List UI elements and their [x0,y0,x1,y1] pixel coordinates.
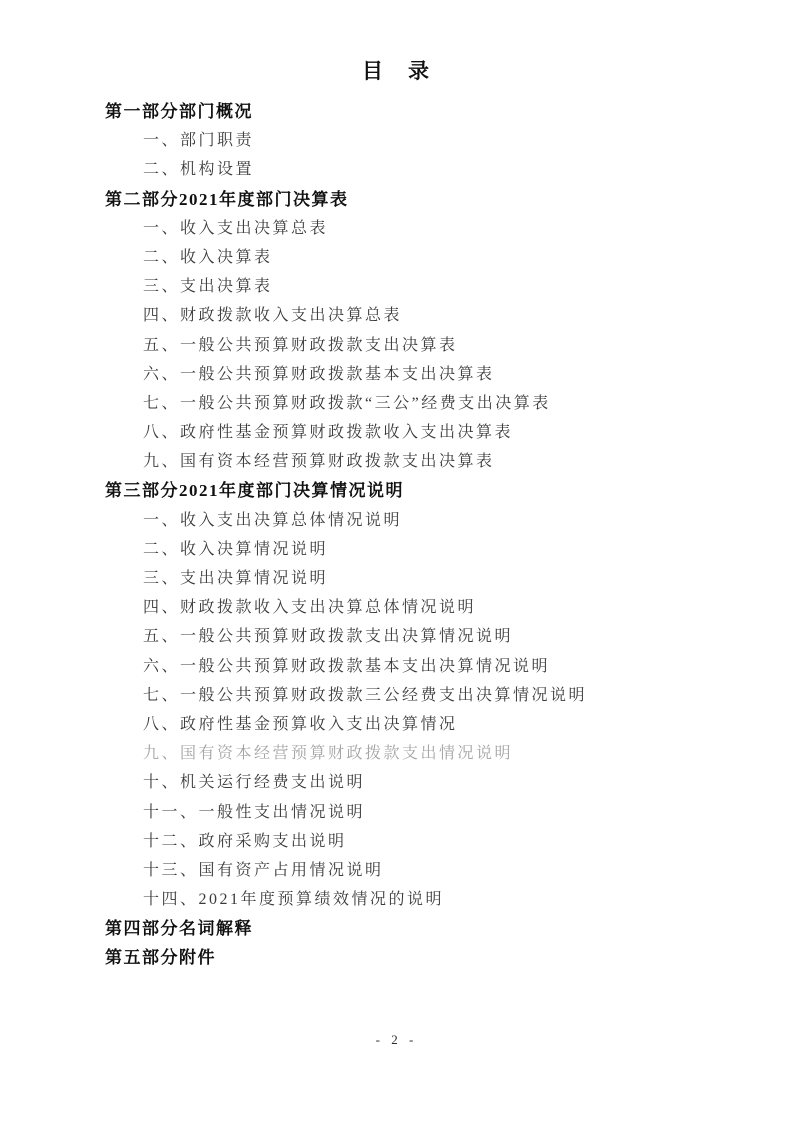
toc-item: 六、一般公共预算财政拨款基本支出决算情况说明 [143,657,551,675]
toc-item: 七、一般公共预算财政拨款三公经费支出决算情况说明 [143,686,588,704]
toc-item: 二、机构设置 [143,161,255,179]
page-number: - 2 - [375,1032,418,1047]
toc-item: 十四、2021年度预算绩效情况的说明 [143,891,445,909]
toc-item: 十一、一般性支出情况说明 [143,803,366,821]
toc-item: 十二、政府采购支出说明 [143,832,347,850]
toc-item: 九、国有资本经营预算财政拨款支出决算表 [143,453,495,471]
toc-part-heading: 第五部分附件 [105,948,216,968]
toc-item: 十三、国有资产占用情况说明 [143,861,384,879]
toc-item: 一、收入支出决算总表 [143,219,329,237]
document-title: 目 录 [362,59,431,83]
toc-part-heading: 第三部分2021年度部门决算情况说明 [105,481,404,501]
toc-item: 十、机关运行经费支出说明 [143,774,366,792]
toc-item: 五、一般公共预算财政拨款支出决算情况说明 [143,628,514,646]
toc-list [105,97,753,973]
toc-part-heading: 第四部分名词解释 [105,919,253,939]
toc-item: 三、支出决算表 [143,278,273,296]
toc-item: 二、收入决算情况说明 [143,540,329,558]
toc-item: 八、政府性基金预算收入支出决算情况 [143,715,458,733]
toc-item: 七、一般公共预算财政拨款“三公”经费支出决算表 [143,394,551,412]
toc-item: 三、支出决算情况说明 [143,570,329,587]
toc-item: 九、国有资本经营预算财政拨款支出情况说明 [143,745,514,763]
toc-item: 二、收入决算表 [143,248,273,266]
toc-part-heading: 第一部分部门概况 [105,102,253,121]
toc-item: 六、一般公共预算财政拨款基本支出决算表 [143,365,495,383]
toc-item: 五、一般公共预算财政拨款支出决算表 [143,336,458,354]
toc-item: 一、部门职责 [143,132,255,150]
toc-item: 四、财政拨款收入支出决算总体情况说明 [143,599,477,617]
toc-part-heading: 第二部分2021年度部门决算表 [105,189,349,209]
toc-item: 一、收入支出决算总体情况说明 [143,511,403,529]
toc-item: 八、政府性基金预算财政拨款收入支出决算表 [143,424,514,442]
toc-item: 四、财政拨款收入支出决算总表 [143,307,403,325]
